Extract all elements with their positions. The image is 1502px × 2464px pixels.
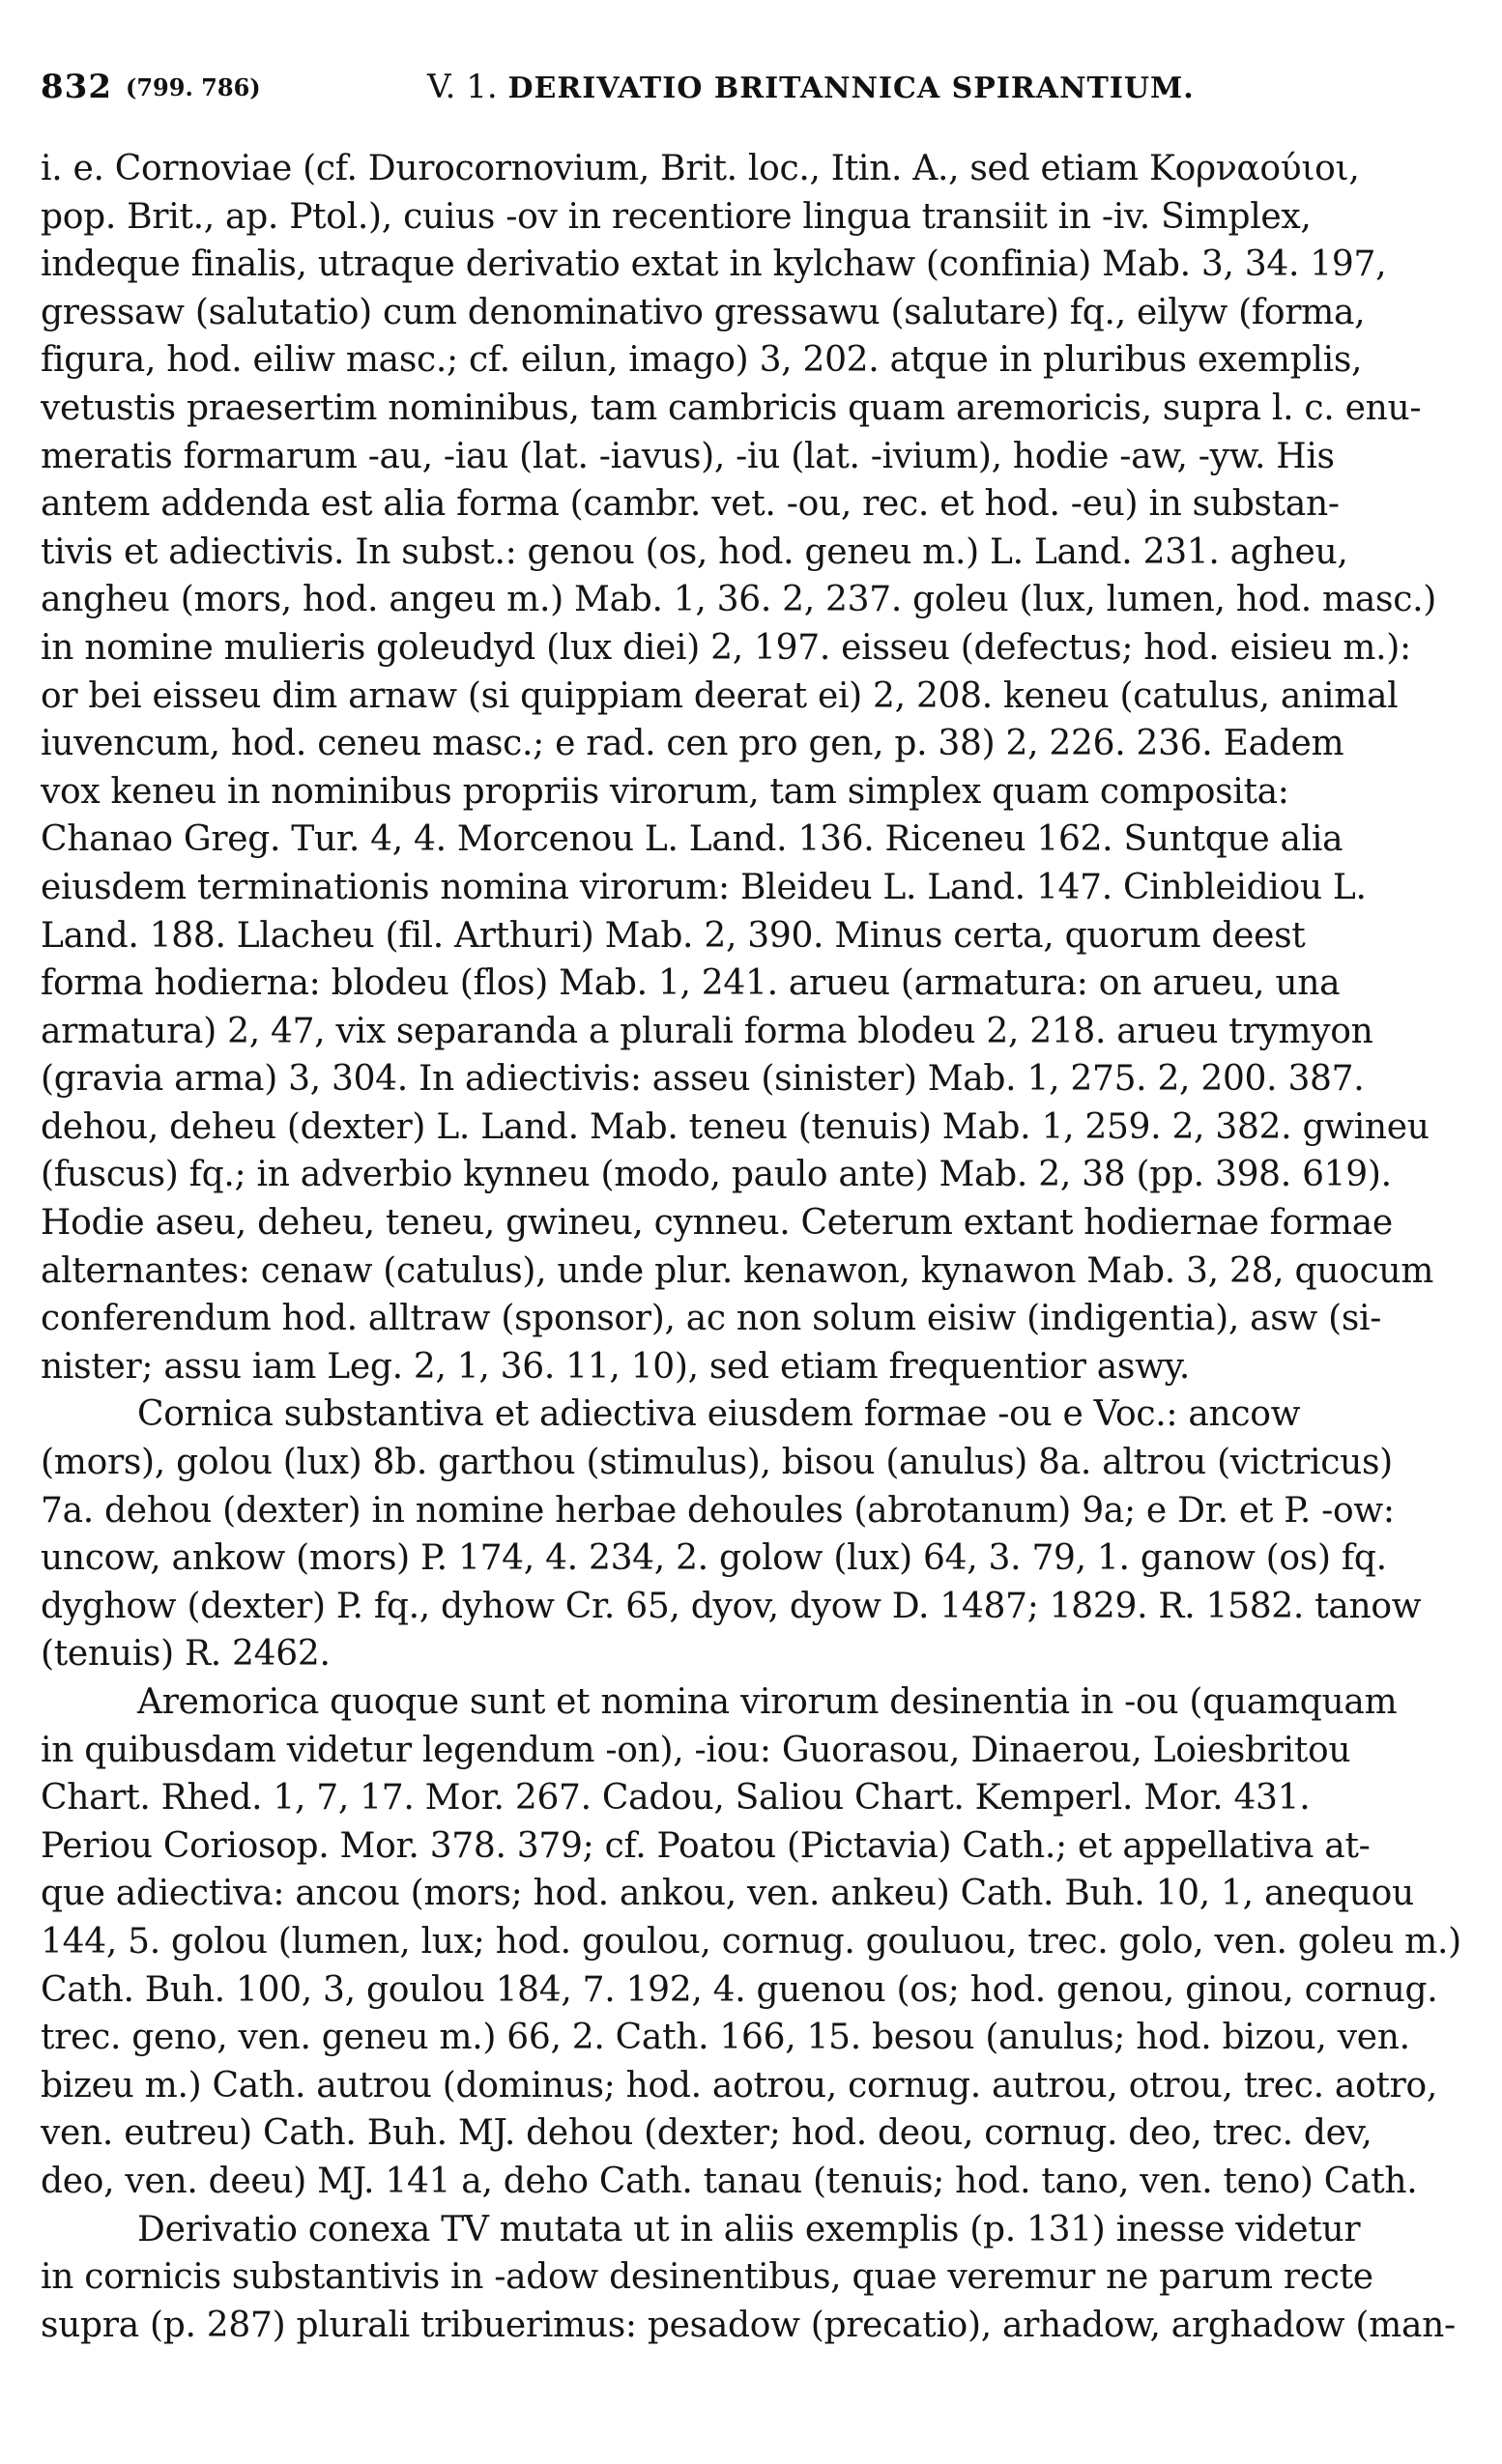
text-line: (tenuis) R. 2462. (41, 1634, 331, 1675)
text-line: meratis formarum -au, -iau (lat. -iavus), -iu (lat. -ivium), hodie -aw, -yw. His (41, 436, 1335, 476)
text-line: Chart. Rhed. 1, 7, 17. Mor. 267. Cadou, Saliou Chart. Kemperl. Mor. 431. (41, 1778, 1311, 1819)
paragraph-start-line: Cornica substantiva et adiectiva eiusdem formae -ou e Voc.: ancow (137, 1394, 1301, 1435)
text-line: bizeu m.) Cath. autrou (dominus; hod. aotrou, cornug. autrou, otrou, trec. aotro, (41, 2065, 1438, 2106)
text-line: in quibusdam videtur legendum -on), -iou: Guorasou, Dinaerou, Loiesbritou (41, 1730, 1351, 1770)
text-line: conferendum hod. alltraw (sponsor), ac non solum eisiw (indigentia), asw (si- (41, 1299, 1382, 1339)
text-line: deo, ven. deeu) MJ. 141 a, deho Cath. tanau (tenuis; hod. tano, ven. teno) Cath. (41, 2161, 1418, 2201)
text-line: 144, 5. golou (lumen, lux; hod. goulou, cornug. gouluou, trec. golo, ven. goleu m.) (41, 1921, 1461, 1962)
text-line: uncow, ankow (mors) P. 174, 4. 234, 2. golow (lux) 64, 3. 79, 1. ganow (os) fq. (41, 1538, 1387, 1579)
paragraph-start-line: Aremorica quoque sunt et nomina virorum desinentia in -ou (quamquam (137, 1682, 1398, 1722)
text-line: indeque finalis, utraque derivatio extat in kylchaw (confinia) Mab. 3, 34. 197, (41, 244, 1387, 285)
text-line: 7a. dehou (dexter) in nomine herbae dehoules (abrotanum) 9a; e Dr. et P. -ow: (41, 1490, 1395, 1531)
text-line: (fuscus) fq.; in adverbio kynneu (modo, paulo ante) Mab. 2, 38 (pp. 398. 619). (41, 1155, 1392, 1195)
text-line: ven. eutreu) Cath. Buh. MJ. dehou (dexter; hod. deou, cornug. deo, trec. dev, (41, 2113, 1372, 2154)
text-line: in nomine mulieris goleudyd (lux diei) 2, 197. eisseu (defectus; hod. eisieu m.): (41, 627, 1411, 668)
text-line: vetustis praesertim nominibus, tam cambricis quam aremoricis, supra l. c. enu- (41, 387, 1422, 428)
text-line: angheu (mors, hod. angeu m.) Mab. 1, 36. 2, 237. goleu (lux, lumen, hod. masc.) (41, 580, 1436, 620)
text-line: figura, hod. eiliw masc.; cf. eilun, imago) 3, 202. atque in pluribus exemplis, (41, 340, 1363, 381)
section-number: V. 1. (427, 68, 498, 106)
text-line: Hodie aseu, deheu, teneu, gwineu, cynneu. Ceterum extant hodiernae formae (41, 1203, 1393, 1244)
page-reference: (799. 786) (126, 73, 261, 101)
text-line: Periou Coriosop. Mor. 378. 379; cf. Poatou (Pictavia) Cath.; et appellativa at- (41, 1825, 1371, 1866)
text-line: iuvencum, hod. ceneu masc.; e rad. cen pro gen, p. 38) 2, 226. 236. Eadem (41, 724, 1344, 764)
text-line: forma hodierna: blodeu (flos) Mab. 1, 241. arueu (armatura: on arueu, una (41, 963, 1341, 1004)
text-line: trec. geno, ven. geneu m.) 66, 2. Cath. 166, 15. besou (anulus; hod. bizou, ven. (41, 2018, 1410, 2058)
text-line: (mors), golou (lux) 8b. garthou (stimulus), bisou (anulus) 8a. altrou (victricus) (41, 1443, 1393, 1483)
text-line: Land. 188. Llacheu (fil. Arthuri) Mab. 2, 390. Minus certa, quorum deest (41, 915, 1306, 956)
text-line: i. e. Cornoviae (cf. Durocornovium, Brit. loc., Itin. A., sed etiam Κορναούιοι, (41, 149, 1360, 188)
text-line: (gravia arma) 3, 304. In adiectivis: asseu (sinister) Mab. 1, 275. 2, 200. 387. (41, 1059, 1365, 1100)
text-line: eiusdem terminationis nomina virorum: Bleideu L. Land. 147. Cinbleidiou L. (41, 867, 1367, 907)
paragraph-start-line: Derivatio conexa TV mutata ut in aliis exemplis (p. 131) inesse videtur (137, 2209, 1361, 2249)
text-line: armatura) 2, 47, vix separanda a plurali forma blodeu 2, 218. arueu trymyon (41, 1011, 1373, 1051)
text-line: supra (p. 287) plurali tribuerimus: pesadow (precatio), arhadow, arghadow (man- (41, 2305, 1456, 2345)
text-line: nister; assu iam Leg. 2, 1, 36. 11, 10), sed etiam frequentior aswy. (41, 1346, 1190, 1387)
text-line: gressaw (salutatio) cum denominativo gressawu (salutare) fq., eilyw (forma, (41, 292, 1366, 332)
chapter-title: DERIVATIO BRITANNICA SPIRANTIUM. (507, 72, 1195, 105)
text-line: alternantes: cenaw (catulus), unde plur. kenawon, kynawon Mab. 3, 28, quocum (41, 1250, 1434, 1291)
text-line: antem addenda est alia forma (cambr. vet. -ou, rec. et hod. -eu) in substan- (41, 484, 1340, 525)
text-line: dehou, deheu (dexter) L. Land. Mab. teneu (tenuis) Mab. 1, 259. 2, 382. gwineu (41, 1106, 1430, 1147)
body-text (41, 145, 1471, 2349)
text-line: vox keneu in nominibus propriis virorum, tam simplex quam composita: (41, 771, 1289, 812)
running-header (41, 68, 1471, 126)
text-line: or bei eisseu dim arnaw (si quippiam deerat ei) 2, 208. keneu (catulus, animal (41, 675, 1399, 716)
text-line: pop. Brit., ap. Ptol.), cuius -ov in recentiore lingua transiit in -iv. Simplex, (41, 196, 1312, 237)
text-line: in cornicis substantivis in -adow desinentibus, quae veremur ne parum recte (41, 2257, 1373, 2298)
section-title (427, 68, 1195, 106)
text-line: Chanao Greg. Tur. 4, 4. Morcenou L. Land. 136. Riceneu 162. Suntque alia (41, 819, 1343, 860)
text-line: Cath. Buh. 100, 3, goulou 184, 7. 192, 4. guenou (os; hod. genou, ginou, cornug. (41, 1969, 1438, 2010)
text-line: tivis et adiectivis. In subst.: genou (os, hod. geneu m.) L. Land. 231. agheu, (41, 531, 1348, 572)
page-number: 832 (41, 68, 112, 106)
text-line: dyghow (dexter) P. fq., dyhow Cr. 65, dyov, dyow D. 1487; 1829. R. 1582. tanow (41, 1586, 1422, 1626)
text-line: que adiectiva: ancou (mors; hod. ankou, ven. ankeu) Cath. Buh. 10, 1, anequou (41, 1874, 1414, 1914)
